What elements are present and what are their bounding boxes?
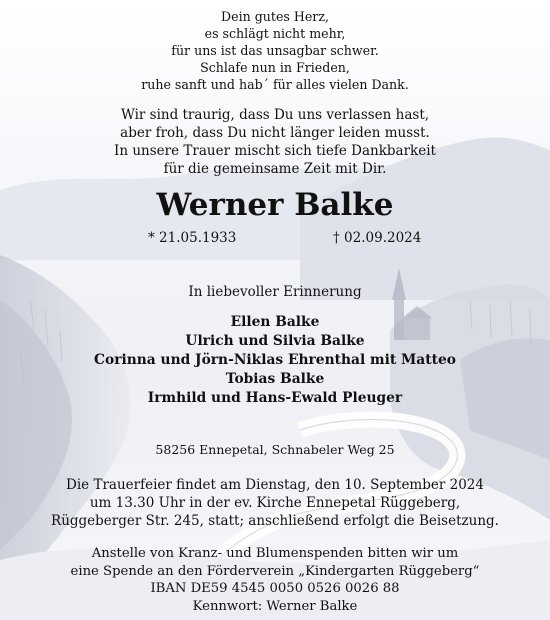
ceremony-line: um 13.30 Uhr in der ev. Kirche Ennepetal Rüggeberg,	[89, 495, 461, 511]
family-address: 58256 Ennepetal, Schnabeler Weg 25	[155, 442, 395, 457]
poem-line: ruhe sanft und hab´ für alles vielen Dank.	[141, 77, 409, 92]
poem-line: Schlafe nun in Frieden,	[200, 60, 350, 75]
message-block	[0, 106, 550, 178]
poem-line: es schlägt nicht mehr,	[204, 26, 346, 41]
mourner-name: Ellen Balke	[230, 314, 320, 330]
mourners-list	[0, 313, 550, 408]
mourner-name: Tobias Balke	[225, 371, 325, 387]
death-date: † 02.09.2024	[333, 230, 422, 246]
remembrance-line: In liebevoller Erinnerung	[188, 284, 362, 300]
message-line: In unsere Trauer mischt sich tiefe Dankbarkeit	[114, 143, 436, 159]
message-line: aber froh, dass Du nicht länger leiden musst.	[120, 125, 430, 141]
ceremony-line: Rüggeberger Str. 245, statt; anschließend erfolgt die Beisetzung.	[51, 513, 499, 529]
donation-line: Anstelle von Kranz- und Blumenspenden bitten wir um	[91, 546, 459, 561]
donation-iban: IBAN DE59 4545 0050 0526 0026 88	[150, 581, 400, 596]
mourner-name: Ulrich und Silvia Balke	[185, 333, 365, 349]
birth-date: * 21.05.1933	[148, 230, 237, 246]
mourner-name: Irmhild und Hans-Ewald Pleuger	[147, 390, 403, 406]
poem-line: für uns ist das unsagbar schwer.	[171, 43, 379, 58]
message-line: für die gemeinsame Zeit mit Dir.	[163, 161, 387, 177]
ceremony-line: Die Trauerfeier findet am Dienstag, den 10. September 2024	[66, 477, 484, 493]
deceased-name: Werner Balke	[156, 187, 394, 223]
donation-line: eine Spende an den Förderverein „Kindergarten Rüggeberg“	[70, 563, 480, 579]
funeral-ceremony-info	[0, 476, 550, 530]
donation-keyword: Kennwort: Werner Balke	[192, 598, 358, 614]
message-line: Wir sind traurig, dass Du uns verlassen hast,	[120, 107, 430, 123]
donation-request	[0, 545, 550, 615]
poem-line: Dein gutes Herz,	[221, 9, 329, 24]
poem-block	[0, 8, 550, 93]
mourner-name: Corinna und Jörn-Niklas Ehrenthal mit Matteo	[94, 352, 456, 368]
